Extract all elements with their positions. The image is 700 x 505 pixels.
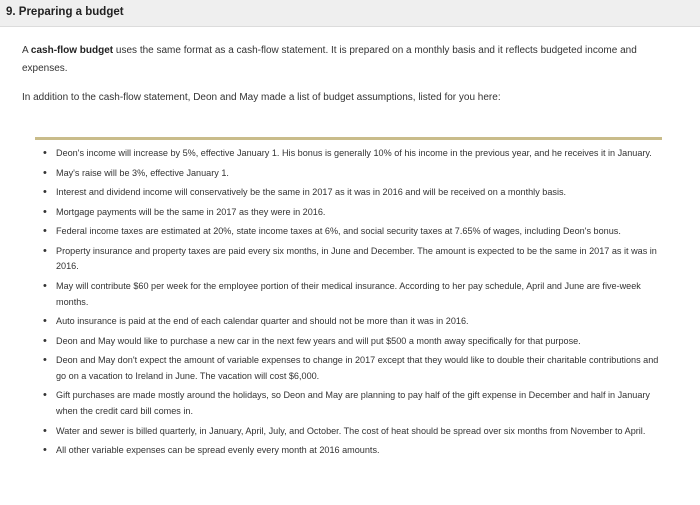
section-header xyxy=(0,0,700,27)
list-item: • Gift purchases are made mostly around the holidays, so Deon and May are planning to pay half of the gift expense in December and half in January when the credit card bill comes in. xyxy=(40,388,660,419)
list-item: • Deon and May don't expect the amount of variable expenses to change in 2017 except that they would like to double their charitable contributions and go on a vacation to Ireland in June. The vacation will cost $6,000. xyxy=(40,353,660,384)
list-item: • Interest and dividend income will conservatively be the same in 2017 as it was in 2016 and will be received on a monthly basis. xyxy=(40,185,660,201)
list-item: • Deon and May would like to purchase a new car in the next few years and will put $500 a month away specifically for that purpose. xyxy=(40,334,660,350)
divider-rule xyxy=(35,137,662,140)
intro-term: cash-flow budget xyxy=(30,45,114,56)
intro-paragraph xyxy=(22,42,682,78)
list-item: • May's raise will be 3%, effective January 1. xyxy=(40,166,660,182)
list-item: • Mortgage payments will be the same in 2017 as they were in 2016. xyxy=(40,205,660,221)
lead-sentence: In addition to the cash-flow statement, Deon and May made a list of budget assumptions, listed for you here: xyxy=(22,92,501,103)
list-item: • Auto insurance is paid at the end of each calendar quarter and should not be more than it was in 2016. xyxy=(40,314,660,330)
section-title: 9. Preparing a budget xyxy=(6,6,124,18)
list-item: • May will contribute $60 per week for the employee portion of their medical insurance. According to her pay schedule, April and June are five-week months. xyxy=(40,279,660,310)
intro-text-end: uses the same format as a cash-flow statement. It is prepared on a monthly basis and it reflects budgeted income and expenses. xyxy=(22,45,637,74)
intro-text-start: A xyxy=(22,45,31,56)
list-item: • Water and sewer is billed quarterly, in January, April, July, and October. The cost of heat should be spread over six months from November to April. xyxy=(40,424,660,440)
list-item: • Deon's income will increase by 5%, effective January 1. His bonus is generally 10% of his income in the previous year, and he receives it in January. xyxy=(40,146,660,162)
assumptions-list xyxy=(40,146,660,463)
list-item: • All other variable expenses can be spread evenly every month at 2016 amounts. xyxy=(40,443,660,459)
list-item: • Property insurance and property taxes are paid every six months, in June and December. The amount is expected to be the same in 2017 as it was in 2016. xyxy=(40,244,660,275)
list-item: • Federal income taxes are estimated at 20%, state income taxes at 6%, and social security taxes at 7.65% of wages, including Deon's bonus. xyxy=(40,224,660,240)
